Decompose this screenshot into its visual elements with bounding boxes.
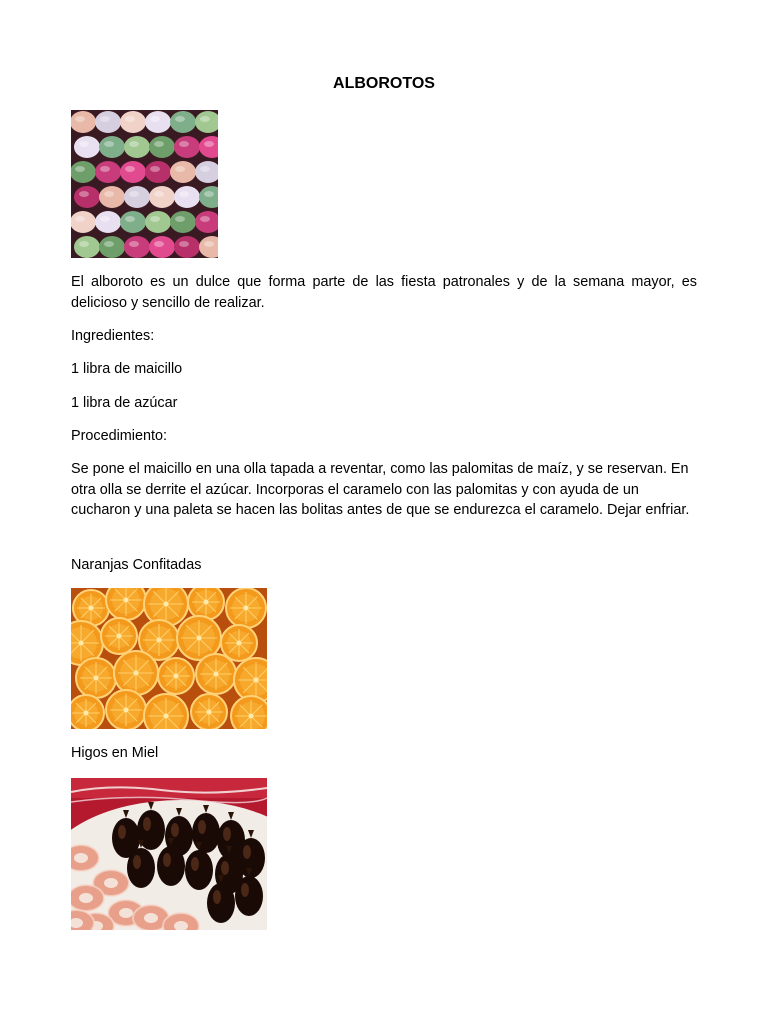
ingredients-heading: Ingredientes:	[71, 328, 155, 344]
document-title: ALBOROTOS	[333, 75, 435, 92]
alborotos-photo	[71, 110, 218, 258]
naranjas-photo	[71, 588, 267, 729]
higos-heading: Higos en Miel	[71, 745, 159, 761]
ingredient-item: 1 libra de azúcar	[71, 395, 178, 411]
procedure-paragraph: Se pone el maicillo en una olla tapada a reventar, como las palomitas de maíz, y se reservan. En otra olla se derrite el azúcar. Incorporas el caramelo con las palomitas y con ayuda de un cucharon y una paleta se hacen las bolitas antes de que se endurezca el caramelo. Dejar enfriar.	[71, 461, 690, 518]
naranjas-heading: Naranjas Confitadas	[71, 557, 202, 573]
procedure-heading: Procedimiento:	[71, 428, 167, 444]
intro-paragraph: El alboroto es un dulce que forma parte de las fiesta patronales y de la semana mayor, es delicioso y sencillo de realizar.	[71, 274, 697, 311]
ingredient-item: 1 libra de maicillo	[71, 361, 183, 377]
higos-photo	[71, 778, 267, 930]
